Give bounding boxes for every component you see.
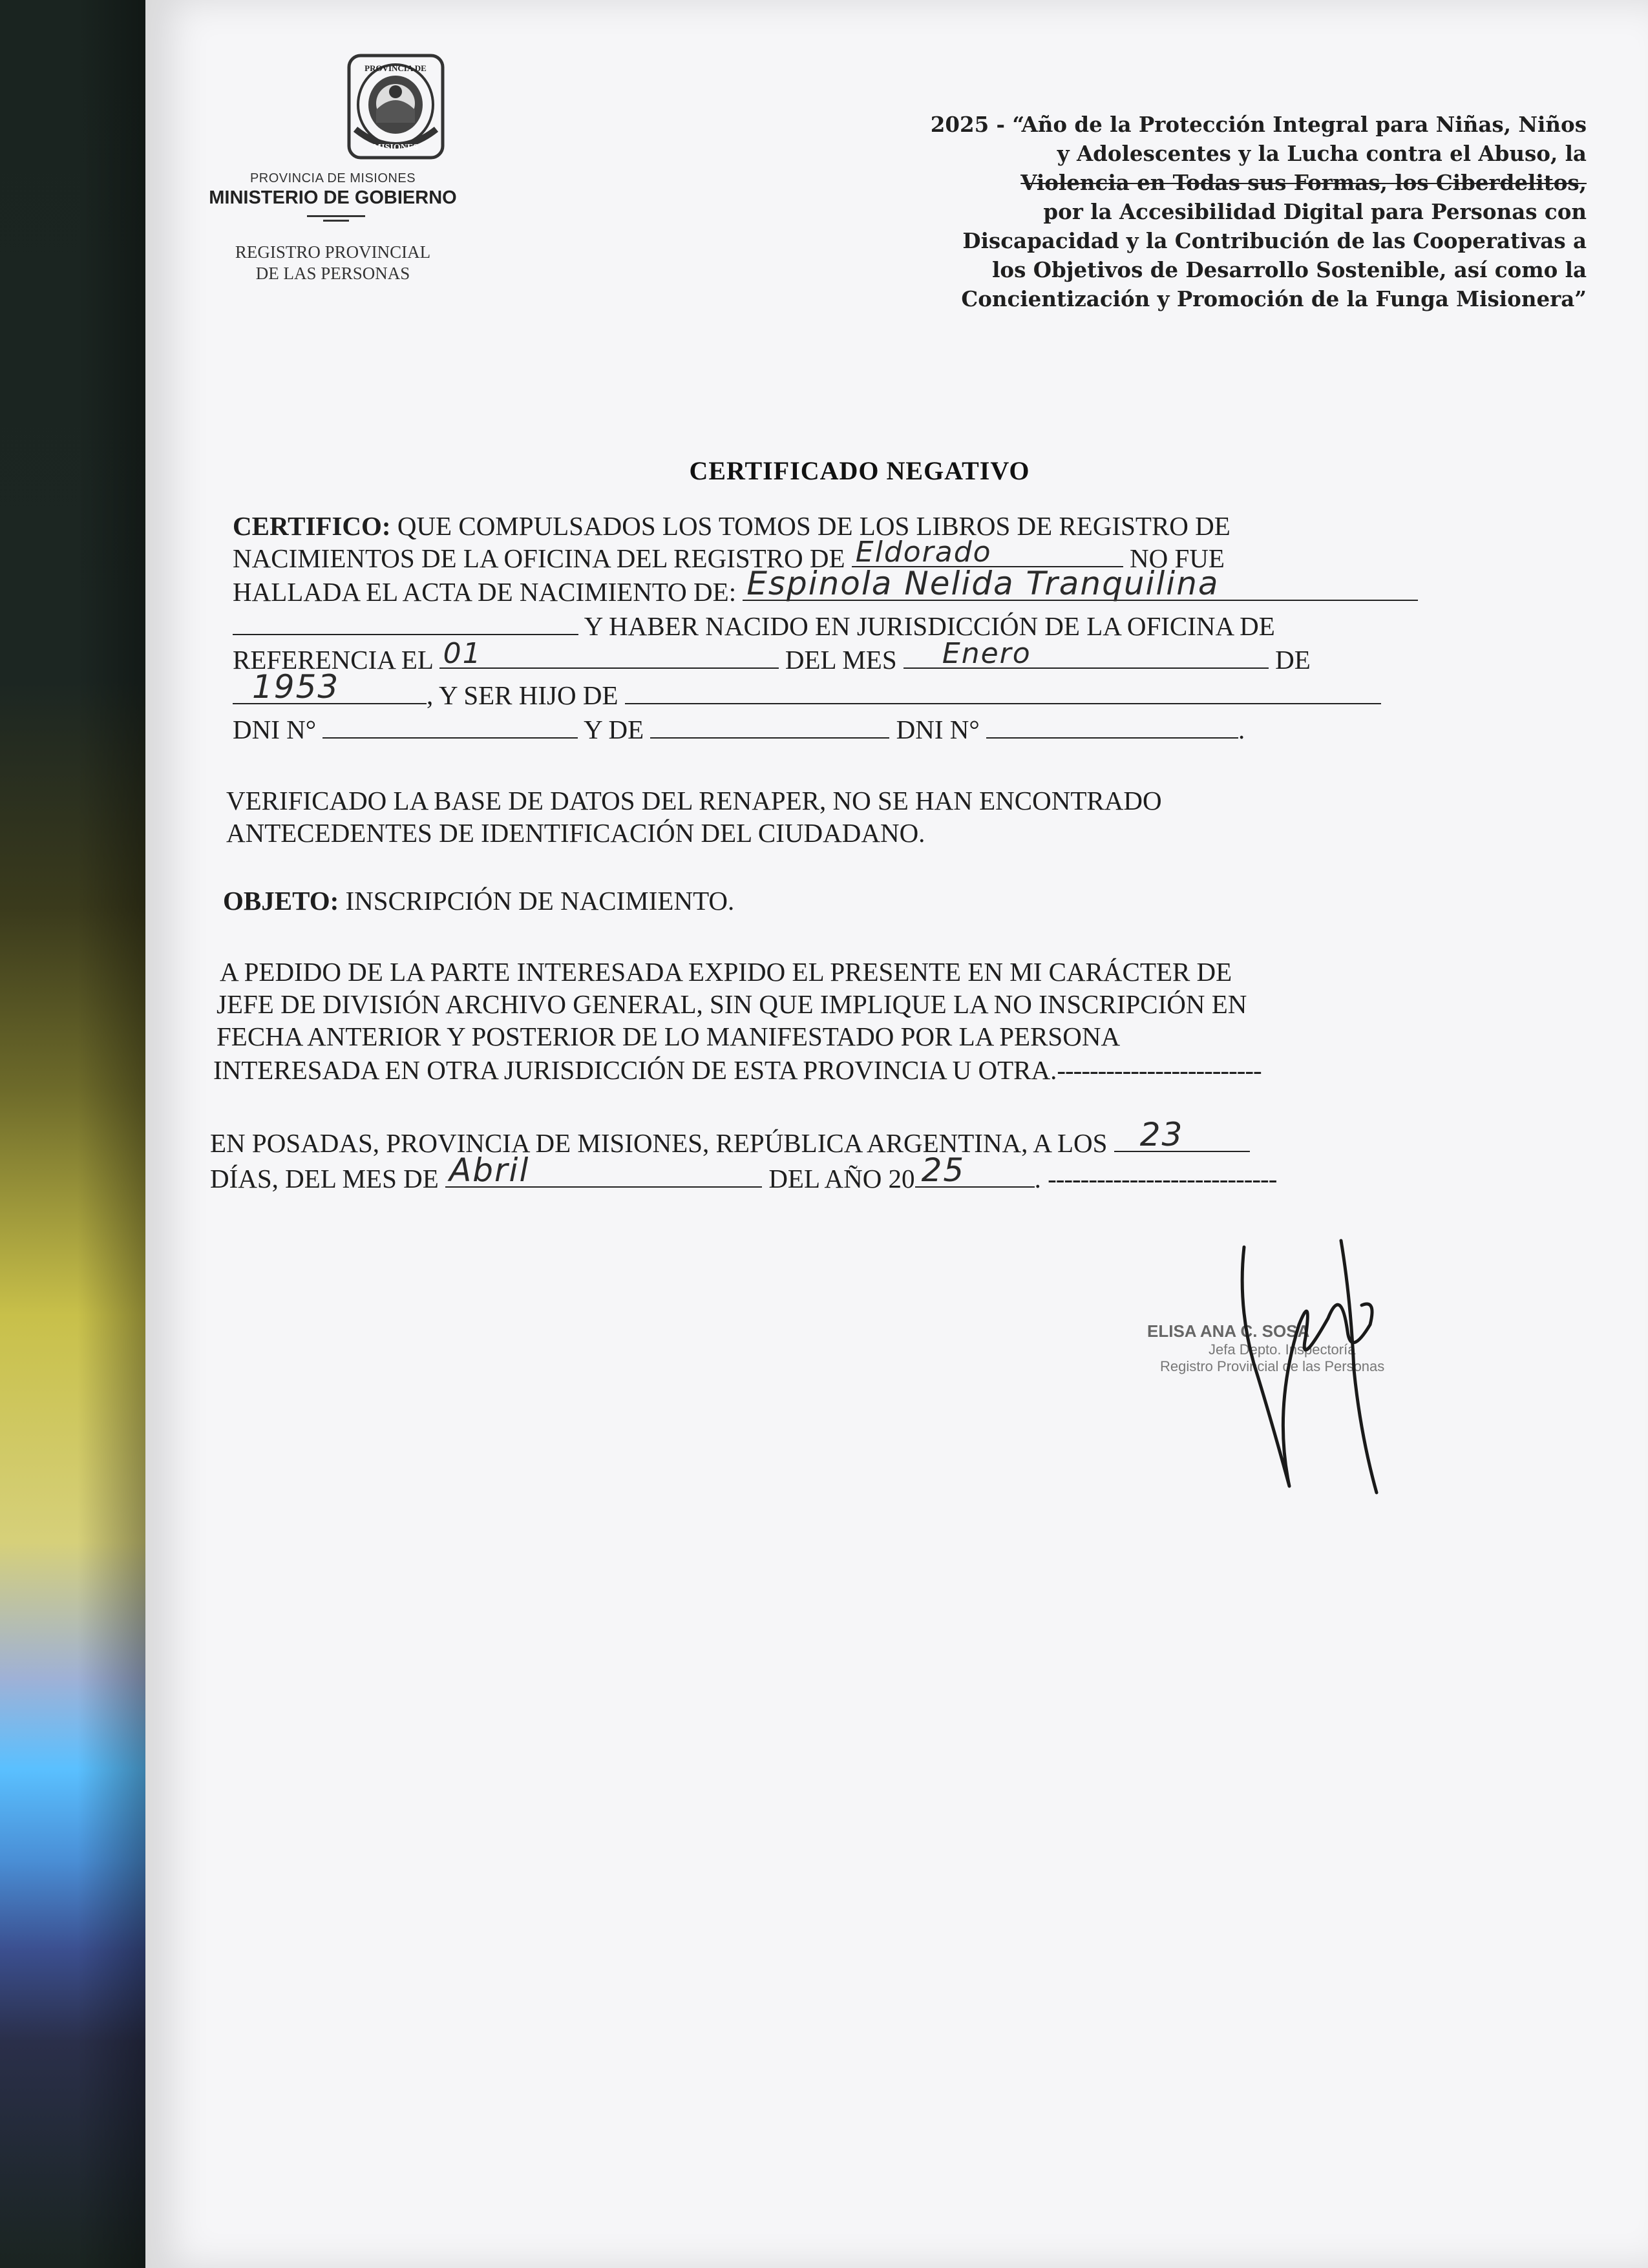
motto-line: Violencia en Todas sus Formas, los Ciberdelitos, [1020,170,1587,195]
official-year-motto [682,110,1587,313]
place-date-line-2 [210,1151,1277,1194]
text: DÍAS, DEL MES DE [210,1164,439,1193]
province-name: PROVINCIA DE MISIONES [249,171,416,185]
continuation-blank [233,614,578,635]
objeto-text: INSCRIPCIÓN DE NACIMIENTO. [345,886,735,916]
certify-line-1 [233,510,1231,541]
issue-month-field [445,1151,762,1189]
motto-line: 2025 - “Año de la Protección Integral para Niñas, Niños [930,112,1587,137]
handwritten-month: Enero [942,637,1031,670]
day-field [439,637,779,670]
text: DNI N° [233,715,317,744]
text: DE [1275,645,1311,675]
certify-line-5 [233,637,1311,675]
motto-line: y Adolescentes y la Lucha contra el Abuso, la [1057,141,1587,166]
stamp-office: Registro Provincial de las Personas [1160,1358,1385,1374]
handwritten-day: 01 [443,637,482,670]
certificate-title: CERTIFICADO NEGATIVO [689,456,1030,485]
motto-line: por la Accesibilidad Digital para Personas con [1043,199,1587,224]
certify-line-4 [233,611,1275,642]
text: DNI N° [896,715,980,744]
text: Y HABER NACIDO EN JURISDICCIÓN DE LA OFICINA DE [584,611,1275,641]
text: INTERESADA EN OTRA JURISDICCIÓN DE ESTA PROVINCIA U OTRA. [213,1055,1057,1085]
issue-year-field [915,1151,1035,1189]
text: NACIMIENTOS DE LA OFICINA DEL REGISTRO DE [233,543,845,573]
handwritten-issue-month: Abril [449,1151,530,1189]
handwritten-person-name: Espinola Nelida Tranquilina [746,565,1220,602]
divider [307,215,365,217]
renaper-line-1: VERIFICADO LA BASE DE DATOS DEL RENAPER, NO SE HAN ENCONTRADO [226,786,1162,815]
request-line-1: A PEDIDO DE LA PARTE INTERESADA EXPIDO EL PRESENTE EN MI CARÁCTER DE [220,957,1232,987]
text: DEL MES [785,645,897,675]
renaper-line-2: ANTECEDENTES DE IDENTIFICACIÓN DEL CIUDADANO. [226,818,925,848]
stamp-name: ELISA ANA C. SOSA [1147,1321,1310,1341]
request-line-3: FECHA ANTERIOR Y POSTERIOR DE LO MANIFESTADO POR LA PERSONA [217,1022,1121,1051]
text: NO FUE [1130,543,1225,573]
year-field [233,668,427,706]
handwritten-issue-day: 23 [1139,1116,1184,1153]
text: EN POSADAS, PROVINCIA DE MISIONES, REPÚBLICA ARGENTINA, A LOS [210,1128,1108,1158]
motto-line: Concientización y Promoción de la Funga Misionera” [961,286,1587,311]
text: . [1034,1164,1041,1193]
parent1-name-field [625,684,1381,704]
certify-line-3 [233,565,1418,607]
text: Y DE [584,715,644,744]
text: HALLADA EL ACTA DE NACIMIENTO DE: [233,577,737,607]
place-date-line-1 [210,1116,1250,1159]
dash-filler: ---------------------------- [1048,1164,1277,1193]
handwritten-year: 1953 [252,668,340,706]
emblem-bottom-text: MISIONES [372,143,419,152]
certifico-label: CERTIFICO: [233,511,391,541]
certificate-page [145,0,1648,2268]
text: , Y SER HIJO DE [427,680,618,710]
motto-line: Discapacidad y la Contribución de las Cooperativas a [962,228,1587,253]
objeto-line [223,885,734,916]
parent2-name-field [650,718,889,739]
person-name-field [743,565,1418,602]
certify-line-7 [233,714,1245,745]
parent2-dni-field [986,718,1238,739]
objeto-label: OBJETO: [223,886,339,916]
issue-day-field [1114,1116,1250,1153]
text: REFERENCIA EL [233,645,433,675]
text: QUE COMPULSADOS LOS TOMOS DE LOS LIBROS DE REGISTRO DE [397,511,1231,541]
scanner-edge-strip [0,0,149,2268]
divider [323,220,349,222]
signature-icon [1192,1202,1406,1499]
registry-name-line2: DE LAS PERSONAS [255,264,410,283]
provincial-coat-of-arms-icon [343,52,449,162]
request-line-2: JEFE DE DIVISIÓN ARCHIVO GENERAL, SIN QUE IMPLIQUE LA NO INSCRIPCIÓN EN [217,989,1247,1019]
certify-line-6 [233,668,1381,711]
dash-filler: ------------------------- [1057,1055,1262,1085]
stamp-position: Jefa Depto. Inspectoría [1209,1341,1356,1358]
handwritten-registry-office: Eldorado [855,536,992,569]
request-line-4 [213,1055,1262,1086]
text: DEL AÑO 20 [768,1164,915,1193]
registry-name-line1: REGISTRO PROVINCIAL [235,242,431,262]
motto-line: los Objetivos de Desarrollo Sostenible, así como la [992,257,1587,282]
emblem-top-text: PROVINCIA DE [364,63,427,73]
parent1-dni-field [322,718,578,739]
ministry-name: MINISTERIO DE GOBIERNO [209,187,457,208]
handwritten-issue-year: 25 [921,1151,966,1189]
month-field [903,637,1269,670]
text: . [1238,715,1245,744]
